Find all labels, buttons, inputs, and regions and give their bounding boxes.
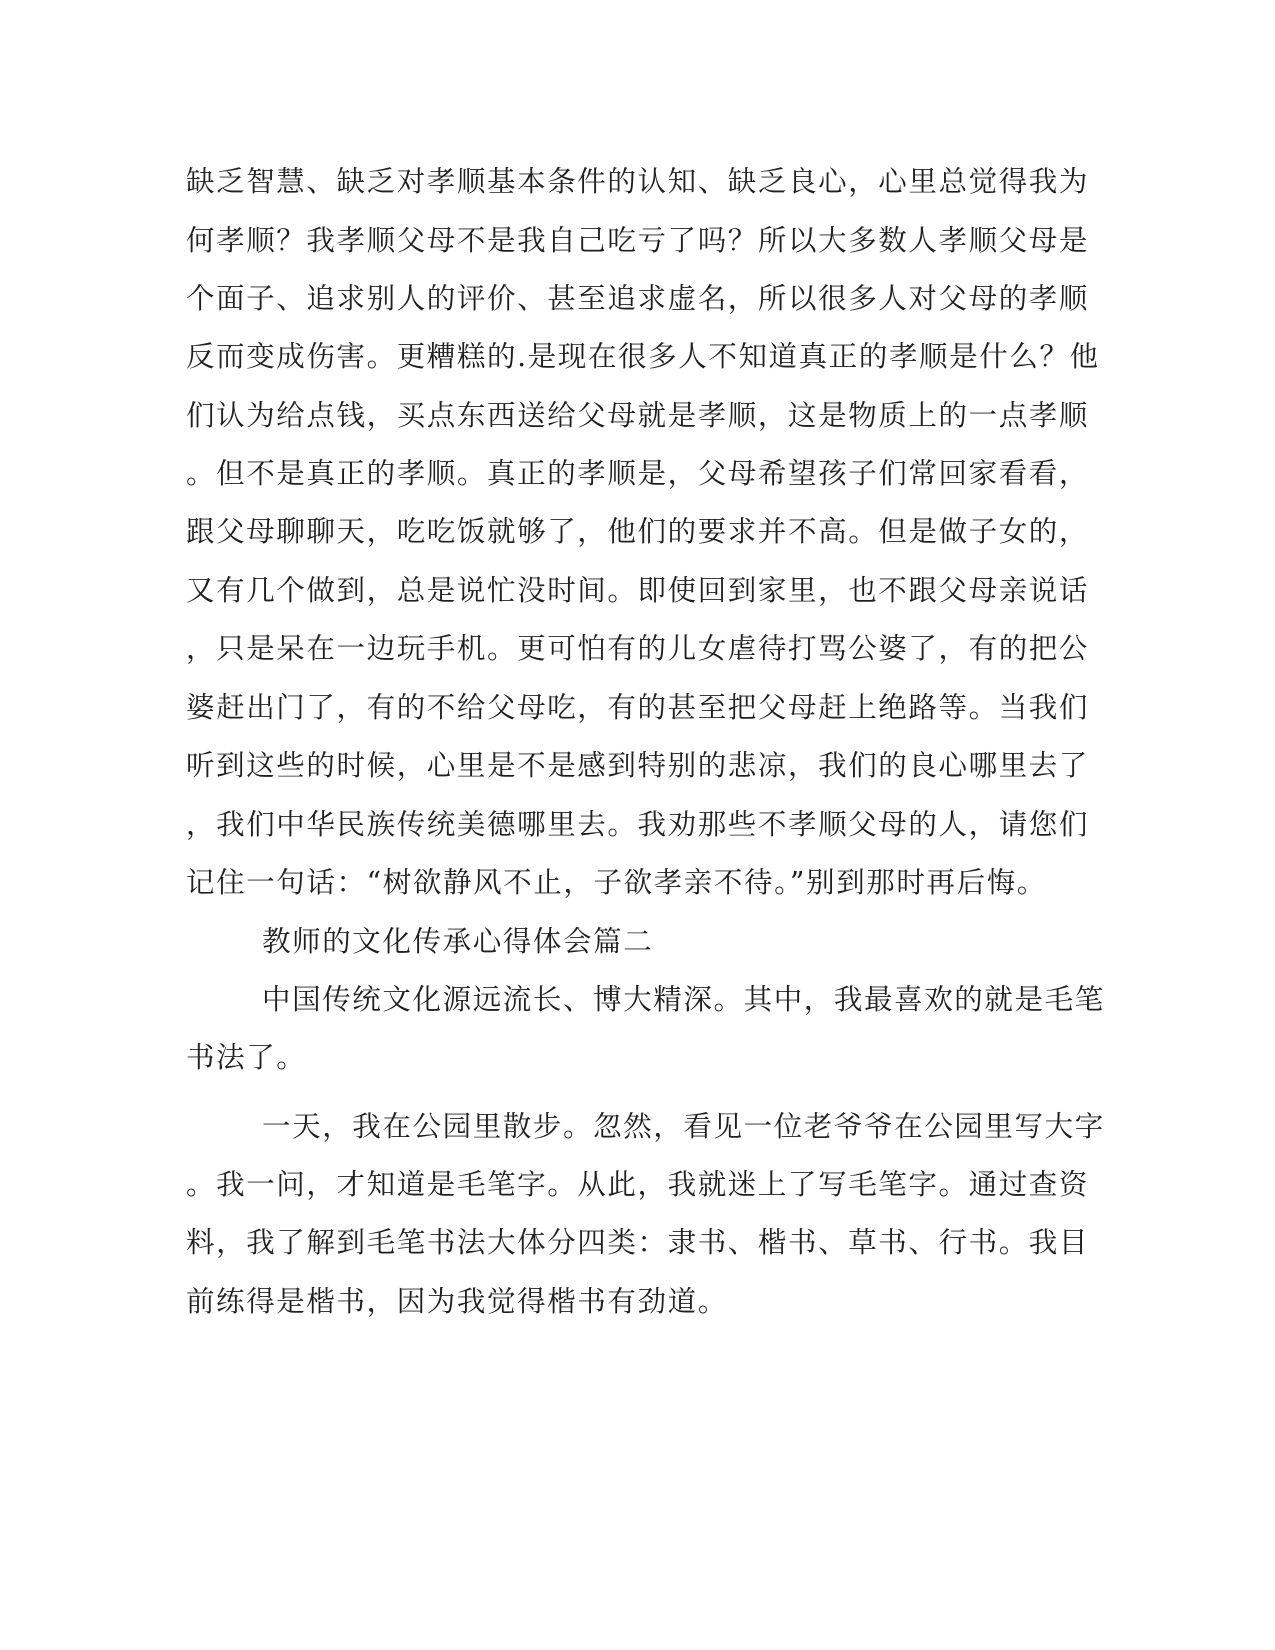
paragraph-line: 书法了。 — [186, 1041, 307, 1074]
paragraph-line: 。我一问，才知道是毛笔字。从此，我就迷上了写毛笔字。通过查资 — [186, 1168, 1090, 1201]
paragraph-line: 们认为给点钱，买点东西送给父母就是孝顺，这是物质上的一点孝顺 — [186, 399, 1090, 432]
paragraph-line: 前练得是楷书，因为我觉得楷书有劲道。 — [186, 1285, 728, 1318]
paragraph-line: ，我们中华民族传统美德哪里去。我劝那些不孝顺父母的人，请您们 — [186, 808, 1090, 841]
paragraph-line: 又有几个做到，总是说忙没时间。即使回到家里，也不跟父母亲说话 — [186, 574, 1090, 607]
paragraph-line: 个面子、追求别人的评价、甚至追求虚名，所以很多人对父母的孝顺 — [186, 282, 1090, 315]
paragraph-line: 记住一句话：“树欲静风不止，子欲孝亲不待。”别到那时再后悔。 — [186, 866, 1047, 899]
paragraph-line: 跟父母聊聊天，吃吃饭就够了，他们的要求并不高。但是做子女的， — [186, 515, 1090, 548]
paragraph-line: 婆赶出门了，有的不给父母吃，有的甚至把父母赶上绝路等。当我们 — [186, 691, 1090, 724]
paragraph-line: 中国传统文化源远流长、博大精深。其中，我最喜欢的就是毛笔 — [262, 983, 1105, 1016]
paragraph-line: 何孝顺？我孝顺父母不是我自己吃亏了吗？所以大多数人孝顺父母是 — [186, 224, 1090, 257]
paragraph-line: 缺乏智慧、缺乏对孝顺基本条件的认知、缺乏良心，心里总觉得我为 — [186, 165, 1090, 198]
paragraph-line: 料，我了解到毛笔书法大体分四类：隶书、楷书、草书、行书。我目 — [186, 1226, 1090, 1259]
paragraph-line: 听到这些的时候，心里是不是感到特别的悲凉，我们的良心哪里去了 — [186, 749, 1090, 782]
paragraph-line: 。但不是真正的孝顺。真正的孝顺是，父母希望孩子们常回家看看， — [186, 457, 1090, 490]
paragraph-line: 一天，我在公园里散步。忽然，看见一位老爷爷在公园里写大字 — [262, 1110, 1105, 1143]
section-heading: 教师的文化传承心得体会篇二 — [262, 925, 654, 958]
paragraph-line: 反而变成伤害。更糟糕的.是现在很多人不知道真正的孝顺是什么？他 — [186, 340, 1100, 373]
paragraph-line: ，只是呆在一边玩手机。更可怕有的儿女虐待打骂公婆了，有的把公 — [186, 632, 1090, 665]
